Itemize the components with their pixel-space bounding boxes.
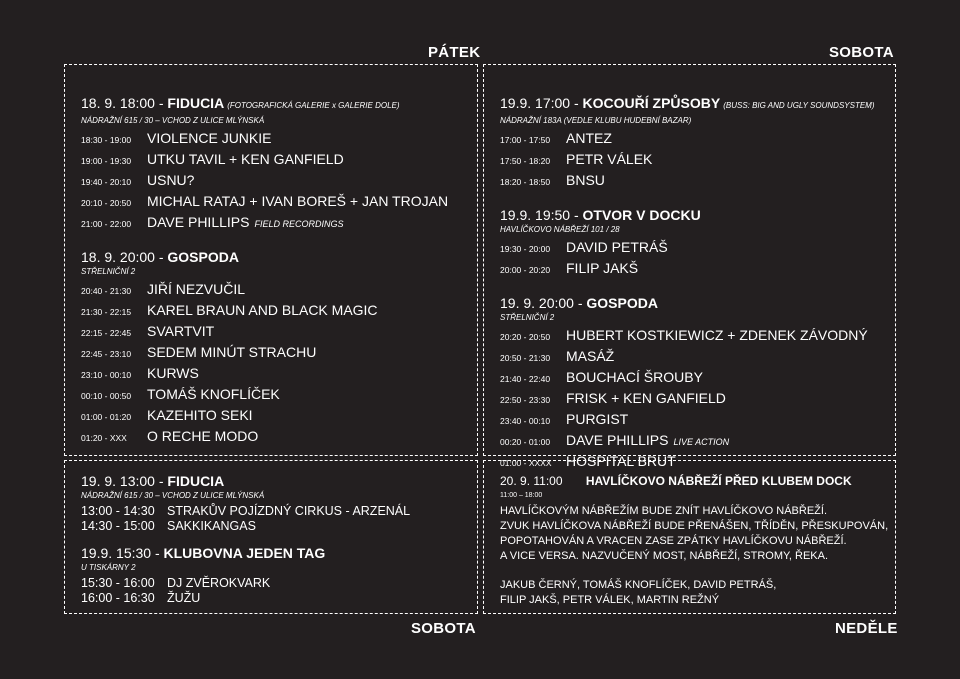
- venue-note: (FOTOGRAFICKÁ GALERIE x GALERIE DOLE): [227, 101, 400, 110]
- venue-head: [500, 206, 895, 224]
- act-name: KURWS: [147, 365, 199, 381]
- venue-block: [81, 248, 477, 448]
- act-name: PURGIST: [566, 411, 629, 427]
- act-row: [81, 427, 477, 448]
- sunday-artists: [500, 578, 895, 608]
- description-line: POPOTAHOVÁN A VRACEN ZASE ZPÁTKY HAVLÍČKOVU NÁBŘEŽÍ.: [500, 535, 847, 547]
- sunday-date: 20. 9. 11:00: [500, 474, 563, 488]
- venue-address: STŘELNIČNÍ 2: [81, 267, 136, 276]
- act-name: FRISK + KEN GANFIELD: [566, 390, 726, 406]
- act-name: SVARTVIT: [147, 323, 215, 339]
- act-row: [81, 280, 477, 301]
- venue-date-time: 19.9. 15:30 -: [81, 545, 164, 561]
- act-name: SAKKIKANGAS: [167, 519, 256, 533]
- act-time: 22:15 - 22:45: [81, 328, 132, 338]
- act-row: [500, 347, 895, 368]
- venue-name: KOCOUŘÍ ZPŮSOBY: [582, 95, 721, 111]
- act-time: 20:40 - 21:30: [81, 286, 132, 296]
- act-name: STRAKŮV POJÍZDNÝ CIRKUS - ARZENÁL: [167, 504, 411, 518]
- act-row: [81, 591, 477, 606]
- act-row: [81, 406, 477, 427]
- act-name: DAVID PETRÁŠ: [566, 239, 668, 255]
- venue-head: [500, 294, 895, 312]
- act-time: 21:30 - 22:15: [81, 307, 132, 317]
- act-row: [500, 171, 895, 192]
- saturday-venues: [500, 94, 895, 473]
- sunday-time-range: 11:00 – 18:00: [500, 492, 543, 499]
- venue-head: [500, 94, 895, 115]
- act-time: 00:20 - 01:00: [500, 437, 551, 447]
- venue-head: [81, 544, 477, 562]
- act-row: [81, 301, 477, 322]
- act-name: TOMÁŠ KNOFLÍČEK: [147, 386, 280, 402]
- day-label-sunday: NEDĚLE: [835, 620, 898, 637]
- act-row: [81, 322, 477, 343]
- act-time: 15:30 - 16:00: [81, 576, 155, 590]
- act-time: 13:00 - 14:30: [81, 504, 155, 518]
- act-time: 01:00 - XXXX: [500, 458, 552, 468]
- description-line: ZVUK HAVLÍČKOVA NÁBŘEŽÍ BUDE PŘENÁŠEN, TŘÍDĚN, PŘESKUPOVÁN,: [500, 520, 889, 532]
- saturday-panel: [483, 64, 896, 469]
- venue-block: [81, 544, 477, 606]
- act-time: 17:50 - 18:20: [500, 156, 551, 166]
- act-row: [81, 150, 477, 171]
- act-name: SEDEM MINÚT STRACHU: [147, 344, 317, 360]
- act-time: 22:50 - 23:30: [500, 395, 551, 405]
- act-row: [500, 259, 895, 280]
- act-name: JIŘÍ NEZVUČIL: [147, 281, 246, 297]
- act-name: FILIP JAKŠ: [566, 260, 639, 276]
- venue-block: [81, 472, 477, 534]
- act-row: [81, 576, 477, 591]
- act-time: 16:00 - 16:30: [81, 591, 155, 605]
- day-label-saturday-bottom: SOBOTA: [411, 620, 476, 637]
- act-time: 18:30 - 19:00: [81, 135, 132, 145]
- venue-block: [500, 206, 895, 280]
- saturday-day-venues: [81, 472, 477, 606]
- act-time: 01:20 - XXX: [81, 433, 127, 443]
- sunday-panel: [483, 460, 896, 614]
- venue-note: (BUSS: BIG AND UGLY SOUNDSYSTEM): [723, 101, 875, 110]
- venue-date-time: 19. 9. 13:00 -: [81, 473, 168, 489]
- act-row: [500, 431, 895, 452]
- sunday-venue-head: [500, 472, 895, 490]
- act-time: 23:40 - 00:10: [500, 416, 551, 426]
- venue-name: KLUBOVNA JEDEN TAG: [163, 545, 326, 561]
- act-time: 18:20 - 18:50: [500, 177, 551, 187]
- act-time: 23:10 - 00:10: [81, 370, 132, 380]
- venue-date-time: 19. 9. 20:00 -: [500, 295, 587, 311]
- act-time: 14:30 - 15:00: [81, 519, 155, 533]
- day-label-saturday-top: SOBOTA: [829, 44, 894, 61]
- act-row: [500, 326, 895, 347]
- act-name: DJ ZVĚROKVARK: [167, 576, 271, 590]
- act-row: [500, 410, 895, 431]
- act-name: DAVE PHILLIPS: [566, 432, 669, 448]
- act-row: [500, 389, 895, 410]
- venue-name: GOSPODA: [167, 249, 239, 265]
- act-name: VIOLENCE JUNKIE: [147, 130, 272, 146]
- act-name: KAREL BRAUN AND BLACK MAGIC: [147, 302, 378, 318]
- artists-line: FILIP JAKŠ, PETR VÁLEK, MARTIN REŽNÝ: [500, 594, 720, 606]
- friday-panel: [64, 64, 478, 456]
- venue-date-time: 18. 9. 18:00 -: [81, 95, 168, 111]
- act-name: ANTEZ: [566, 130, 612, 146]
- venue-address: U TISKÁRNY 2: [81, 563, 136, 572]
- venue-head: [81, 94, 477, 115]
- act-row: [81, 504, 477, 519]
- venue-name: GOSPODA: [586, 295, 658, 311]
- act-row: [81, 192, 477, 213]
- saturday-day-panel: [64, 460, 478, 614]
- act-row: [81, 364, 477, 385]
- act-time: 20:20 - 20:50: [500, 332, 551, 342]
- act-name: HOSPITAL BRUT: [566, 453, 676, 469]
- act-time: 17:00 - 17:50: [500, 135, 551, 145]
- act-row: [500, 368, 895, 389]
- act-time: 21:40 - 22:40: [500, 374, 551, 384]
- venue-name: FIDUCIA: [167, 473, 225, 489]
- day-label-friday: PÁTEK: [428, 44, 481, 61]
- act-name: ŽUŽU: [167, 591, 201, 605]
- act-name: MASÁŽ: [566, 348, 615, 364]
- act-row: [81, 343, 477, 364]
- act-name: PETR VÁLEK: [566, 151, 653, 167]
- act-time: 19:30 - 20:00: [500, 244, 551, 254]
- act-time: 00:10 - 00:50: [81, 391, 132, 401]
- venue-head: [81, 248, 477, 266]
- act-time: 19:00 - 19:30: [81, 156, 132, 166]
- venue-date-time: 19.9. 19:50 -: [500, 207, 583, 223]
- act-note: LIVE ACTION: [673, 437, 730, 447]
- venue-address: STŘELNIČNÍ 2: [500, 313, 555, 322]
- act-name: USNU?: [147, 172, 195, 188]
- act-row: [500, 150, 895, 171]
- venue-address: NÁDRAŽNÍ 183A (VEDLE KLUBU HUDEBNÍ BAZAR): [500, 116, 692, 125]
- sunday-venue-name: HAVLÍČKOVO NÁBŘEŽÍ PŘED KLUBEM DOCK: [585, 474, 852, 488]
- act-name: HUBERT KOSTKIEWICZ + ZDENEK ZÁVODNÝ: [566, 327, 868, 343]
- act-name: BNSU: [566, 172, 605, 188]
- act-time: 19:40 - 20:10: [81, 177, 132, 187]
- act-time: 22:45 - 23:10: [81, 349, 132, 359]
- artists-line: JAKUB ČERNÝ, TOMÁŠ KNOFLÍČEK, DAVID PETRÁŠ,: [500, 579, 777, 591]
- venue-head: [81, 472, 477, 490]
- act-time: 01:00 - 01:20: [81, 412, 132, 422]
- venue-block: [500, 294, 895, 473]
- venue-block: [500, 94, 895, 192]
- venue-address: NÁDRAŽNÍ 615 / 30 – VCHOD Z ULICE MLÝNSKÁ: [81, 491, 265, 500]
- act-row: [81, 171, 477, 192]
- sunday-description: [500, 504, 895, 564]
- act-row: [81, 213, 477, 234]
- description-line: HAVLÍČKOVÝM NÁBŘEŽÍM BUDE ZNÍT HAVLÍČKOVO NÁBŘEŽÍ.: [500, 505, 828, 517]
- venue-date-time: 18. 9. 20:00 -: [81, 249, 168, 265]
- act-time: 20:10 - 20:50: [81, 198, 132, 208]
- friday-venues: [81, 94, 477, 448]
- act-name: KAZEHITO SEKI: [147, 407, 253, 423]
- act-row: [81, 129, 477, 150]
- act-row: [81, 519, 477, 534]
- act-name: UTKU TAVIL + KEN GANFIELD: [147, 151, 344, 167]
- description-line: A VICE VERSA. NAZVUČENÝ MOST, NÁBŘEŽÍ, STROMY, ŘEKA.: [500, 550, 829, 562]
- act-name: BOUCHACÍ ŠROUBY: [566, 369, 703, 385]
- venue-name: FIDUCIA: [167, 95, 225, 111]
- act-name: MICHAL RATAJ + IVAN BOREŠ + JAN TROJAN: [147, 193, 449, 209]
- act-row: [500, 238, 895, 259]
- act-time: 20:50 - 21:30: [500, 353, 551, 363]
- act-row: [500, 129, 895, 150]
- venue-name: OTVOR V DOCKU: [582, 207, 701, 223]
- act-time: 20:00 - 20:20: [500, 265, 551, 275]
- act-name: DAVE PHILLIPS: [147, 214, 250, 230]
- venue-address: NÁDRAŽNÍ 615 / 30 – VCHOD Z ULICE MLÝNSKÁ: [81, 116, 265, 125]
- act-name: O RECHE MODO: [147, 428, 259, 444]
- act-time: 21:00 - 22:00: [81, 219, 132, 229]
- venue-address: HAVLÍČKOVO NÁBŘEŽÍ 101 / 28: [500, 225, 620, 234]
- act-row: [81, 385, 477, 406]
- venue-block: [81, 94, 477, 234]
- venue-date-time: 19.9. 17:00 -: [500, 95, 583, 111]
- act-note: FIELD RECORDINGS: [254, 219, 344, 229]
